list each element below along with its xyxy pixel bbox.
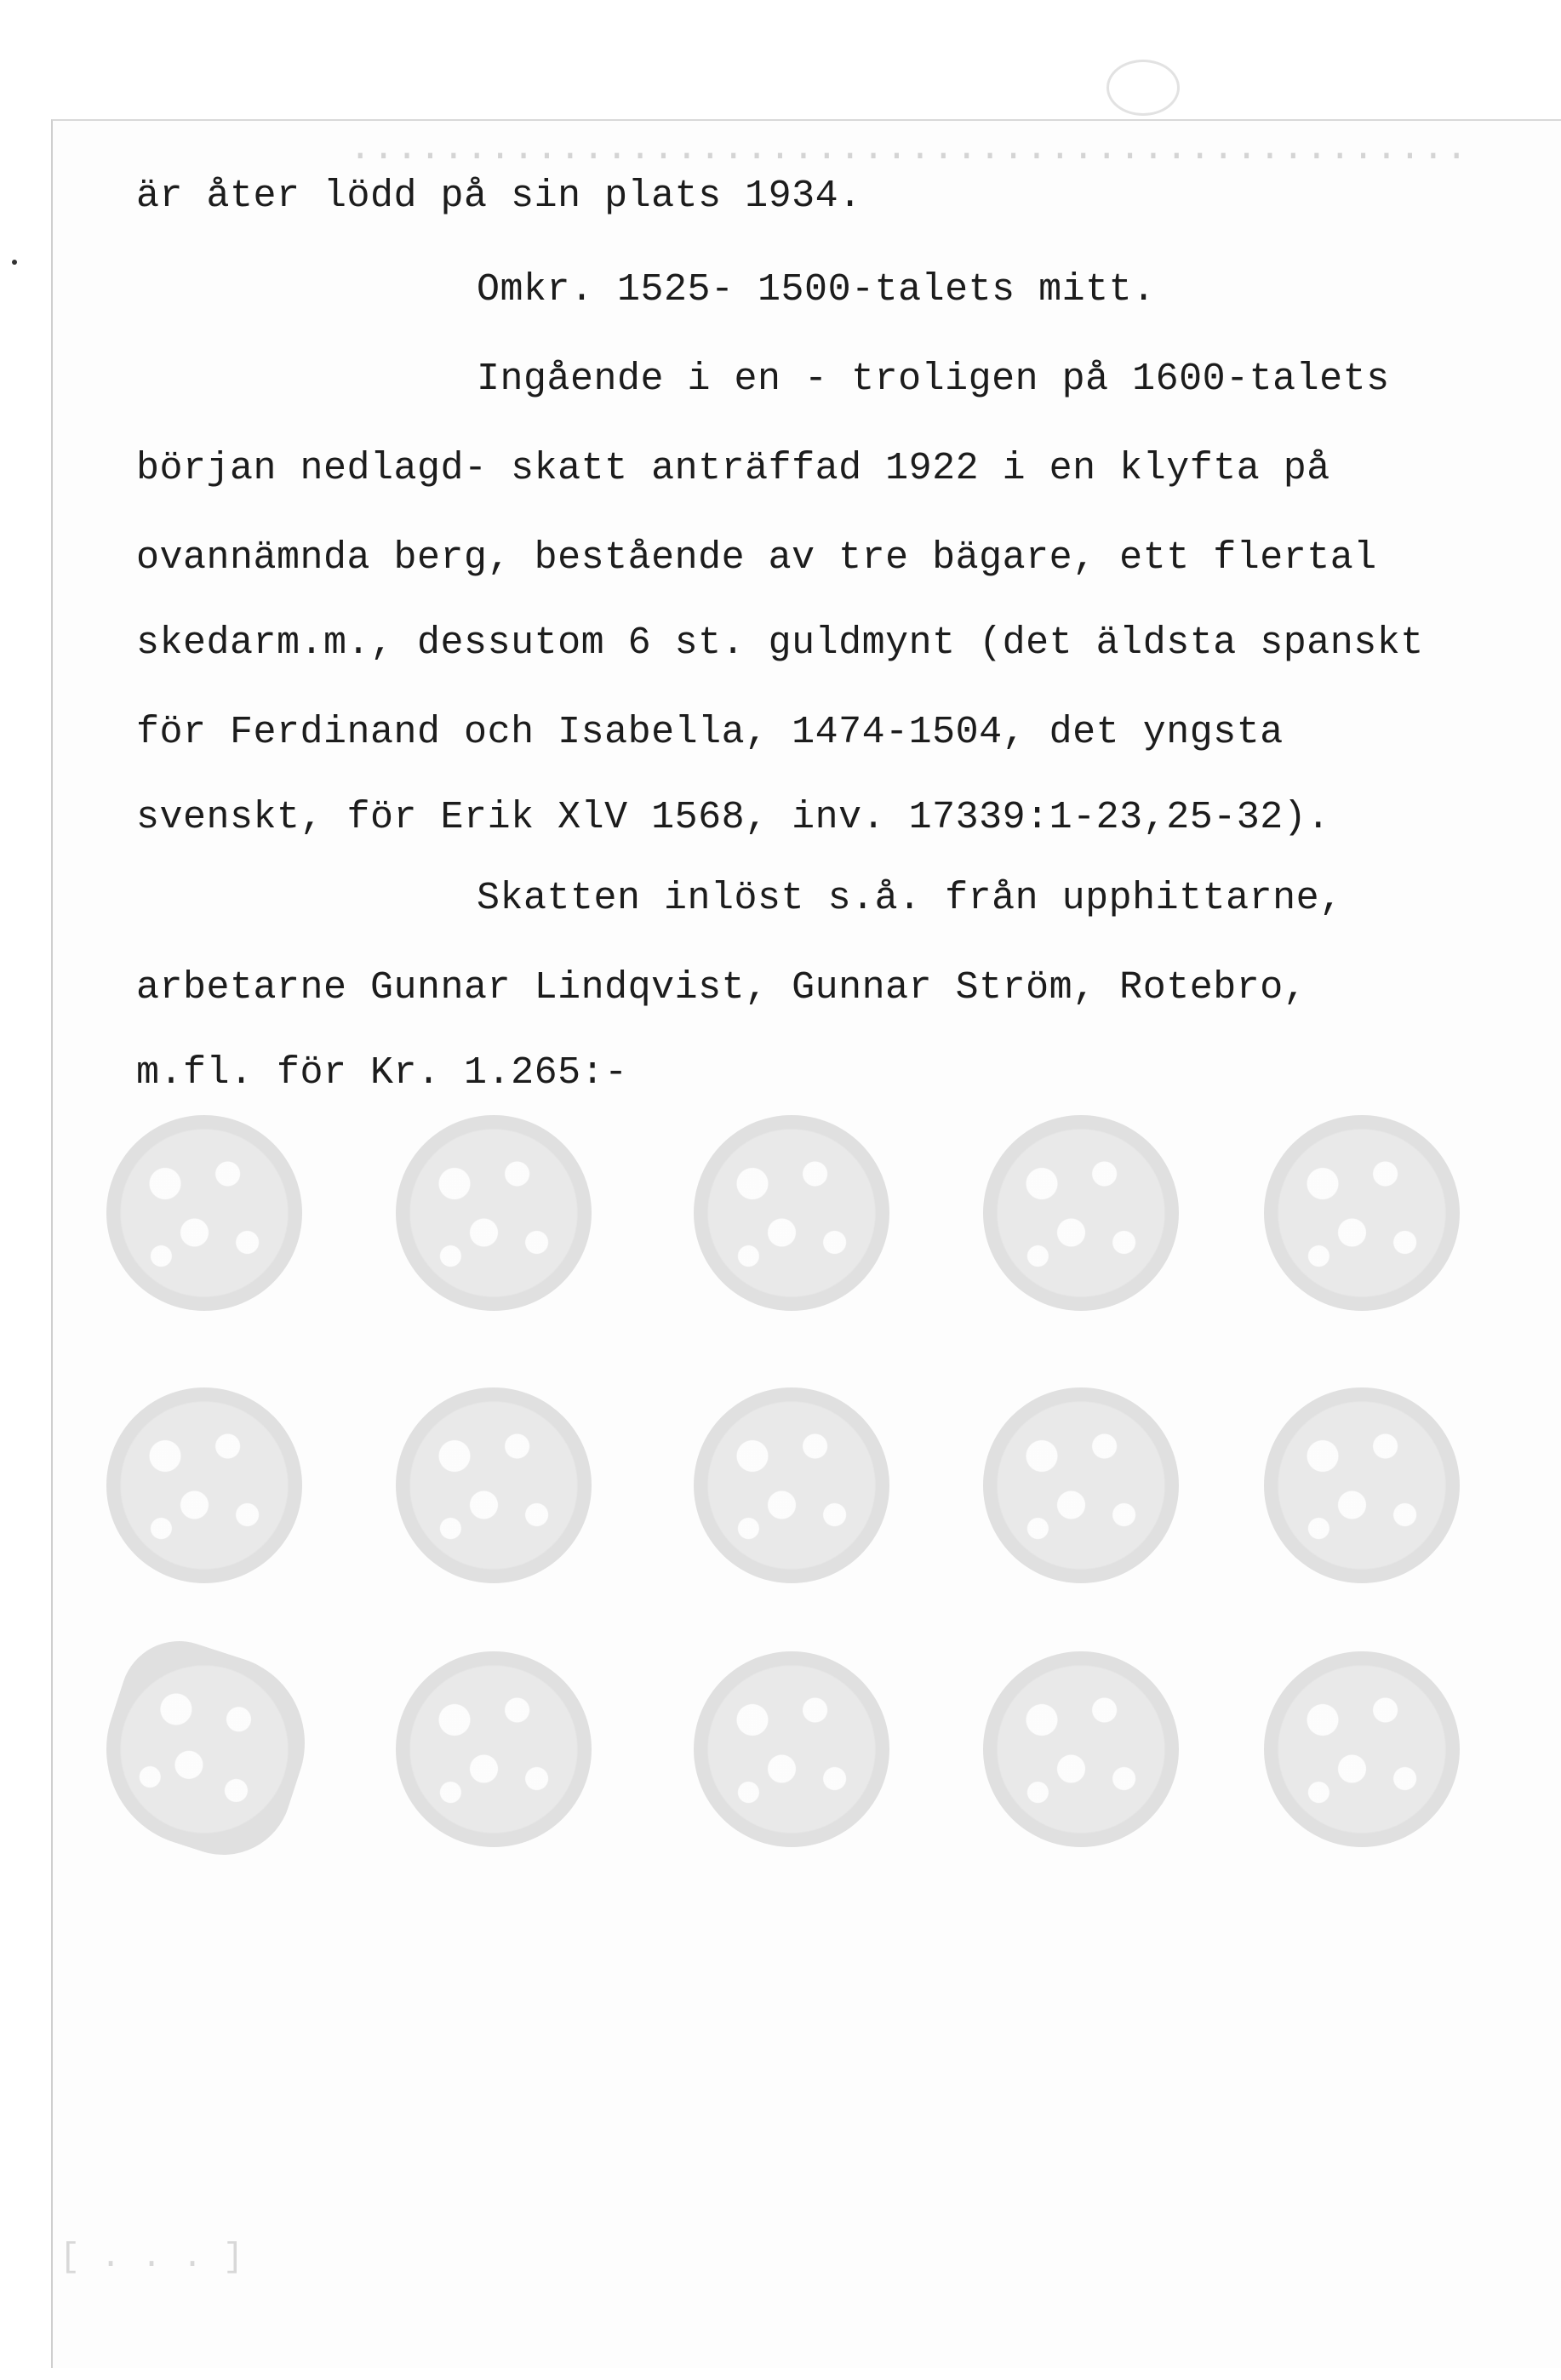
coin-image xyxy=(983,1115,1179,1311)
text-line-8: svenskt, för Erik XlV 1568, inv. 17339:1-23,25-32). xyxy=(136,796,1330,839)
coin-image xyxy=(983,1387,1179,1583)
text-line-2: Omkr. 1525- 1500-talets mitt. xyxy=(477,268,1156,312)
coin-image xyxy=(1264,1387,1460,1583)
coin-image xyxy=(396,1387,592,1583)
text-line-4: början nedlagd- skatt anträffad 1922 i en klyfta på xyxy=(136,447,1330,490)
text-line-11: m.fl. för Kr. 1.265:- xyxy=(136,1051,628,1095)
text-line-3: Ingående i en - troligen på 1600-talets xyxy=(477,358,1390,401)
coin-image xyxy=(396,1115,592,1311)
coin-image xyxy=(106,1115,302,1311)
show-through-mark: [ . . . ] xyxy=(60,2239,244,2277)
coin-image xyxy=(694,1651,889,1847)
coin-image xyxy=(694,1115,889,1311)
stamp-mark xyxy=(1106,60,1180,116)
coin-image xyxy=(1264,1651,1460,1847)
show-through-text: ................................................ xyxy=(347,128,1561,170)
coin-image xyxy=(983,1651,1179,1847)
coin-image xyxy=(1264,1115,1460,1311)
text-line-5: ovannämnda berg, bestående av tre bägare, ett flertal xyxy=(136,536,1377,580)
coin-image xyxy=(694,1387,889,1583)
text-line-9: Skatten inlöst s.å. från upphittarne, xyxy=(477,877,1343,920)
text-line-10: arbetarne Gunnar Lindqvist, Gunnar Ström, Rotebro, xyxy=(136,966,1307,1010)
margin-dot xyxy=(12,260,17,265)
coin-image xyxy=(396,1651,592,1847)
text-line-7: för Ferdinand och Isabella, 1474-1504, det yngsta xyxy=(136,711,1284,754)
text-line-6: skedarm.m., dessutom 6 st. guldmynt (det äldsta spanskt xyxy=(136,621,1424,665)
text-line-1: är åter lödd på sin plats 1934. xyxy=(136,174,862,218)
coin-image xyxy=(106,1387,302,1583)
